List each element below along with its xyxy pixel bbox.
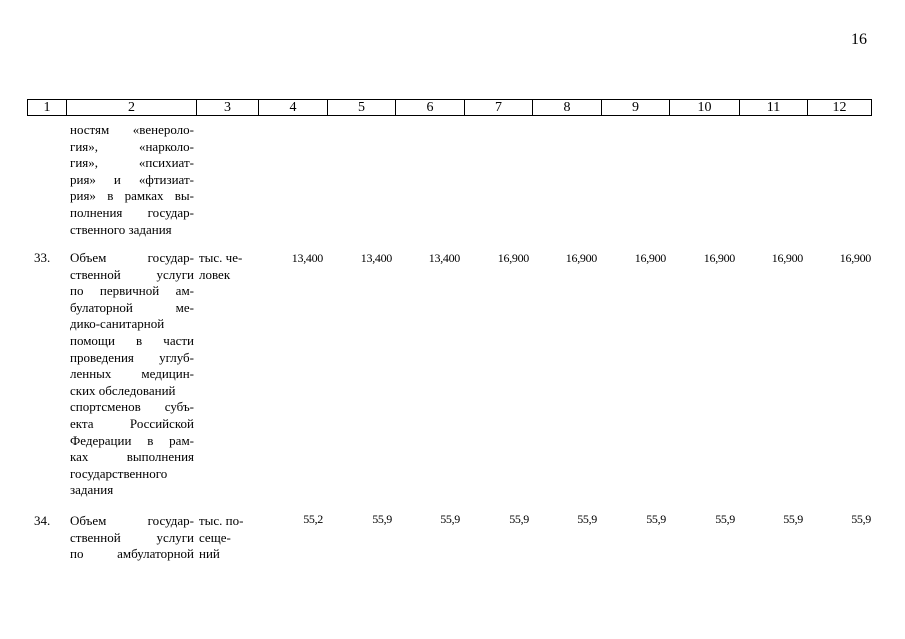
header-cell-3: 3 — [196, 100, 258, 115]
value-cell: 16,900 — [565, 251, 597, 265]
description-line: ских обследований — [70, 382, 176, 398]
description-line: по амбулаторной — [70, 546, 194, 562]
row-description — [70, 513, 194, 563]
description-line: ственной услуги — [70, 266, 194, 282]
header-cell-9: 9 — [601, 100, 669, 115]
header-cell-10: 10 — [669, 100, 739, 115]
description-line: спортсменов субъ- — [70, 399, 194, 415]
description-line: дико-санитарной — [70, 316, 165, 332]
header-cell-6: 6 — [395, 100, 464, 115]
value-cell: 16,900 — [703, 251, 735, 265]
header-cell-11: 11 — [739, 100, 807, 115]
description-line: проведения углуб- — [70, 349, 194, 365]
header-cell-1: 1 — [43, 100, 51, 115]
description-line: булаторной ме- — [70, 299, 194, 315]
header-cell-5: 5 — [327, 100, 395, 115]
description-line: ственной услуги — [70, 529, 194, 545]
page-number: 16 — [851, 31, 867, 48]
value-cell: 16,900 — [497, 251, 529, 265]
continuation-description — [70, 122, 194, 238]
description-line: помощи в части — [70, 332, 194, 348]
value-cell: 13,400 — [428, 251, 460, 265]
unit-line: тыс. че- — [199, 250, 243, 265]
row-unit — [199, 513, 259, 563]
value-cell: 16,900 — [771, 251, 803, 265]
description-line: ственного задания — [70, 221, 172, 237]
value-cell: 55,9 — [509, 512, 529, 526]
header-cell-7: 7 — [464, 100, 532, 115]
header-cell-4: 4 — [258, 100, 327, 115]
description-line: рия» в рамках вы- — [70, 188, 194, 204]
description-line: полнения государ- — [70, 204, 194, 220]
unit-line: тыс. по- — [199, 513, 244, 528]
unit-line: ний — [199, 546, 220, 562]
description-line: Федерации в рам- — [70, 432, 194, 448]
value-cell: 55,9 — [851, 512, 871, 526]
value-cell: 16,900 — [634, 251, 666, 265]
value-cell: 16,900 — [839, 251, 871, 265]
value-cell: 55,9 — [783, 512, 803, 526]
description-line: Объем государ- — [70, 513, 194, 528]
row-description — [70, 250, 194, 499]
value-cell: 55,9 — [646, 512, 666, 526]
description-line: гия», «психиат- — [70, 155, 194, 171]
description-line: ках выполнения — [70, 449, 194, 465]
description-line: гия», «нарколо- — [70, 138, 194, 154]
row-number: 33. — [34, 250, 51, 265]
description-line: екта Российской — [70, 415, 194, 431]
value-cell: 55,9 — [577, 512, 597, 526]
row-number: 34. — [34, 513, 51, 528]
description-line: задания — [70, 482, 114, 498]
value-cell: 55,9 — [715, 512, 735, 526]
value-cell: 13,400 — [291, 251, 323, 265]
value-cell: 55,2 — [303, 512, 323, 526]
unit-line: сеще- — [199, 529, 231, 545]
header-cell-12: 12 — [807, 100, 871, 115]
row-unit — [199, 250, 259, 283]
description-line: ностям «венероло- — [70, 122, 194, 137]
value-cell: 55,9 — [440, 512, 460, 526]
description-line: Объем государ- — [70, 250, 194, 265]
header-cell-8: 8 — [532, 100, 601, 115]
description-line: рия» и «фтизиат- — [70, 171, 194, 187]
unit-line: ловек — [199, 266, 231, 282]
value-cell: 13,400 — [360, 251, 392, 265]
description-line: по первичной ам- — [70, 283, 194, 299]
value-cell: 55,9 — [372, 512, 392, 526]
description-line: ленных медицин- — [70, 366, 194, 382]
header-cell-2: 2 — [66, 100, 196, 115]
table-header — [27, 99, 872, 116]
description-line: государственного — [70, 465, 168, 481]
